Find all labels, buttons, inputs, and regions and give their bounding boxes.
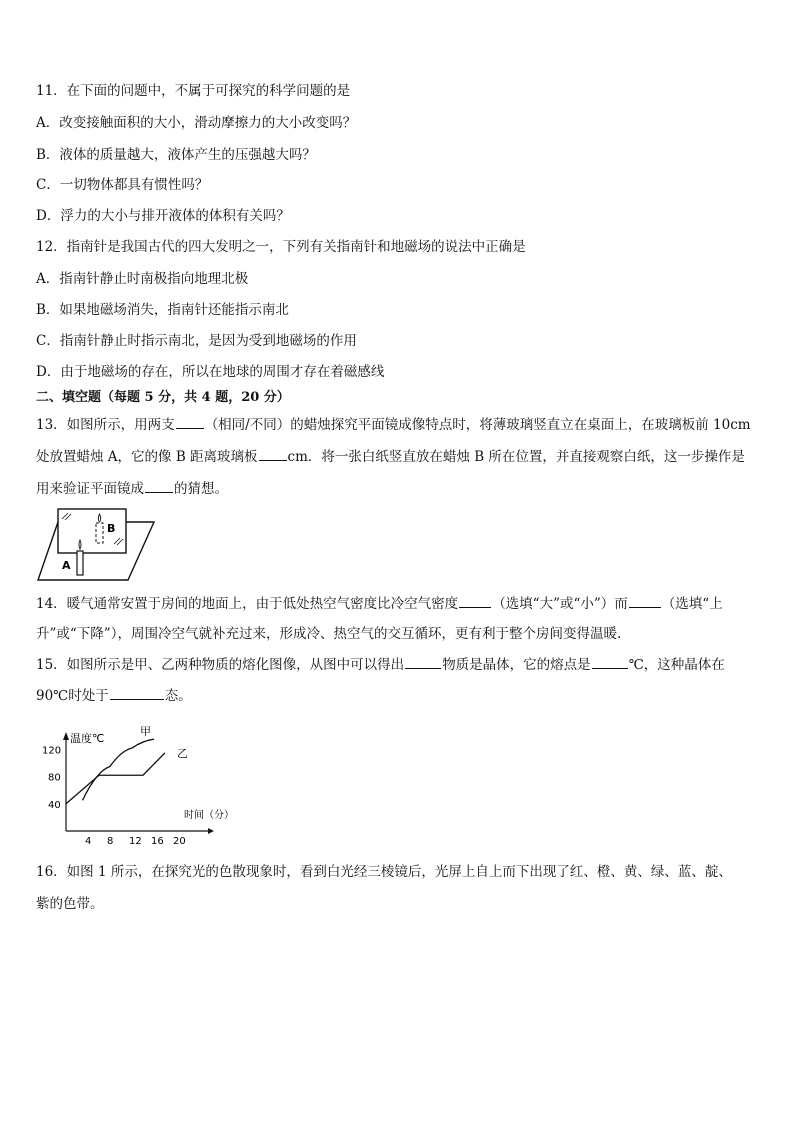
q12-option-b: B．如果地磁场消失，指南针还能指示南北 [36,302,289,318]
q14-text-2: （选填“大”或“小”）而 [492,596,628,612]
x-axis-label: 时间（分） [184,810,234,821]
q15-text-4: 90℃时处于 [36,688,109,704]
q15-text-1: 15．如图所示是甲、乙两种物质的熔化图像，从图中可以得出 [36,657,405,673]
q16-line-1: 16．如图 1 所示，在探究光的色散现象时，看到白光经三棱镜后，光屏上自上而下出现了红、橙、黄、绿、蓝、靛、 [36,864,732,880]
q11-option-d: D．浮力的大小与排开液体的体积有关吗？ [36,208,290,224]
x-tick-label: 4 [85,836,92,847]
y-axis-arrow-icon [63,732,69,740]
q12-option-a: A．指南针静止时南极指向地理北极 [36,271,249,287]
q13-blank-2[interactable] [259,447,287,461]
x-tick-label: 12 [129,836,142,847]
q14-line-2: 升”或“下降”），周围冷空气就补充过来，形成冷、热空气的交互循环，更有利于整个房间变得温暖. [36,626,622,642]
q14-text-3: （选填“上 [661,596,723,612]
mirror-candle-figure [36,506,156,584]
series-label: 乙 [177,746,188,760]
q12-option-d: D．由于地磁场的存在，所以在地球的周围才存在着磁感线 [36,364,385,380]
label-a: A [62,559,71,572]
q15-text-3: ℃，这种晶体在 [628,657,725,673]
q15-blank-2[interactable] [592,655,628,669]
section-title-fill-in: 二、填空题（每题 5 分，共 4 题，20 分） [36,390,290,405]
x-tick-label: 16 [151,836,164,847]
q11-option-a: A．改变接触面积的大小，滑动摩擦力的大小改变吗？ [36,115,357,131]
q13-line-3 [36,479,228,498]
q16-line-2: 紫的色带。 [36,896,104,912]
series-line-2 [66,753,165,804]
q15-line-1 [36,655,725,674]
q13-text-3: 处放置蜡烛 A，它的像 B 距离玻璃板 [36,449,258,465]
q14-line-1 [36,594,723,613]
x-tick-label: 8 [107,836,114,847]
q14-blank-1[interactable] [459,594,491,608]
q15-text-5: 态。 [164,688,192,704]
series-label: 甲 [140,726,151,739]
q11-option-b: B．液体的质量越大，液体产生的压强越大吗？ [36,147,316,163]
y-tick-label: 120 [42,745,62,757]
x-tick-label: 20 [173,836,186,847]
q12-stem: 12．指南针是我国古代的四大发明之一，下列有关指南针和地磁场的说法中正确是 [36,239,526,255]
q13-line-1 [36,415,751,434]
y-tick-label: 80 [48,772,61,784]
q13-line-2 [36,447,745,466]
q13-text-1: 13．如图所示，用两支 [36,417,175,433]
q14-blank-2[interactable] [629,594,661,608]
candle-a [77,551,83,575]
y-tick-label: 40 [48,799,61,811]
q12-option-c: C．指南针静止时指示南北，是因为受到地磁场的作用 [36,333,357,349]
q15-text-2: 物质是晶体，它的熔点是 [442,657,591,673]
q11-option-c: C．一切物体都具有惯性吗？ [36,177,209,193]
series-line-1 [83,739,155,800]
q13-text-2: （相同/不同）的蜡烛探究平面镜成像特点时，将薄玻璃竖直立在桌面上，在玻璃板前 10cm [204,417,751,433]
q13-blank-1[interactable] [176,415,204,429]
q11-stem: 11．在下面的问题中，不属于可探究的科学问题的是 [36,83,351,99]
q15-line-2 [36,686,192,705]
label-b: B [107,522,116,535]
melting-curve-chart [36,726,246,850]
q13-text-4: cm．将一张白纸竖直放在蜡烛 B 所在位置，并直接观察白纸，这一步操作是 [287,449,745,465]
q14-text-1: 14．暖气通常安置于房间的地面上，由于低处热空气密度比冷空气密度 [36,596,459,612]
glass-plate [58,509,126,553]
y-axis-label: 温度℃ [70,732,105,745]
x-axis-arrow-icon [208,828,214,834]
q15-blank-3[interactable] [110,686,164,700]
q15-blank-1[interactable] [405,655,441,669]
q13-blank-3[interactable] [145,479,173,493]
q13-text-6: 的猜想。 [174,481,228,497]
q13-text-5: 用来验证平面镜成 [36,481,144,497]
